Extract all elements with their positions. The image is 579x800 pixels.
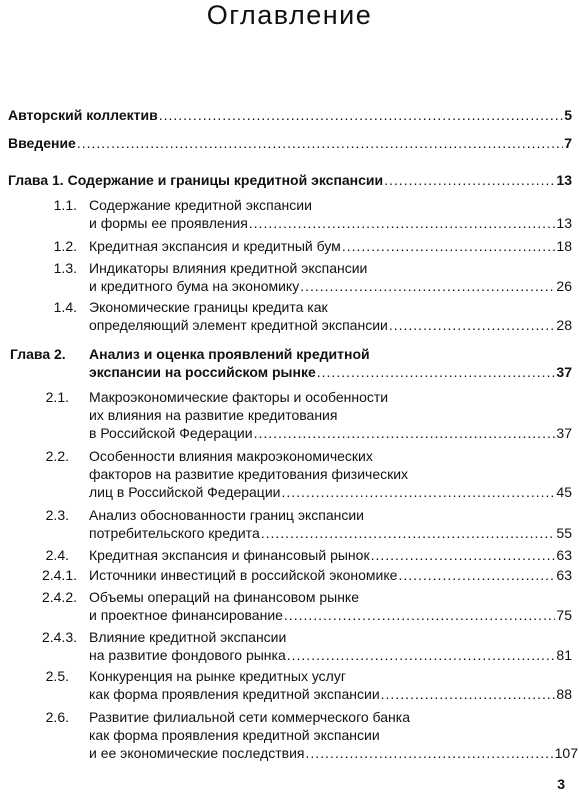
toc-entry[interactable] [0,388,579,442]
toc-entry-number: 2.3. [45,507,69,523]
toc-entry-title-line: определяющий элемент кредитной экспансии [89,317,388,333]
toc-page-number: 81 [556,647,572,663]
toc-entry[interactable] [0,628,579,664]
toc-entry-title-line: и ее экономические последствия [89,745,305,761]
toc-page-number: 28 [556,317,572,333]
dot-leader [281,483,555,501]
toc-entry[interactable] [0,196,579,232]
toc-entry-title-line: Влияние кредитной экспансии [89,629,287,645]
dot-leader [261,524,556,542]
toc-page-number: 75 [556,607,572,623]
toc-page-number: 13 [556,215,572,231]
toc-entry[interactable] [0,259,579,295]
toc-entry[interactable] [0,106,579,124]
toc-entry[interactable] [0,134,579,152]
toc-entry-title-line: Макроэкономические факторы и особенности [89,389,389,405]
toc-entry-title-line: Источники инвестиций в российской экономике [89,567,398,583]
dot-leader [305,744,553,762]
toc-entry-number: 2.2. [45,448,69,464]
toc-entry-title-line: как форма проявления кредитной экспансии [89,727,380,743]
toc-entry-title-line: Авторский коллектив [8,107,158,123]
dot-leader [317,363,556,381]
toc-entry-title-line: факторов на развитие кредитования физических [89,466,409,482]
toc-entry-title-line: в Российской Федерации [89,425,253,441]
toc-page-number: 18 [556,238,572,254]
toc-entry[interactable] [0,708,579,762]
dot-leader [249,214,556,232]
toc-entry-title-line: Кредитная экспансия и кредитный бум [89,238,341,254]
toc-page-number: 7 [564,135,572,151]
toc-entry-number: 2.6. [45,709,69,725]
toc-entry[interactable] [0,171,579,189]
toc-entry[interactable] [0,506,579,542]
toc-entry[interactable] [0,566,579,584]
toc-entry-number: 2.4. [45,547,69,563]
toc-entry-title-line: и кредитного бума на экономику [89,278,300,294]
toc-entry[interactable] [0,298,579,334]
toc-entry[interactable] [0,667,579,703]
dot-leader [159,106,564,124]
toc-page-number: 107 [554,745,578,761]
page-number: 3 [557,776,565,792]
toc-page-number: 37 [556,425,572,441]
toc-entry-number: 2.4.3. [41,629,77,645]
toc-page-number: 26 [556,278,572,294]
toc-page-number: 45 [556,484,572,500]
toc-entry[interactable] [0,237,579,255]
toc-entry-title-line: Анализ обоснованности границ экспансии [89,507,365,523]
toc-entry-number: 1.2. [53,238,77,254]
dot-leader [287,646,556,664]
toc-entry-number: 1.3. [53,260,77,276]
toc-entry-title-line: Глава 1. Содержание и границы кредитной экспансии [8,172,384,188]
dot-leader [398,566,555,584]
toc-page-number: 63 [556,567,572,583]
toc-entry-title-line: Экономические границы кредита как [89,299,328,315]
toc-entry[interactable] [0,345,579,381]
dot-leader [300,277,555,295]
dot-leader [381,685,556,703]
dot-leader [371,546,556,564]
page-title: Оглавление [206,0,373,30]
toc-entry-title-line: как форма проявления кредитной экспансии [89,686,380,702]
toc-entry-title-line: и формы ее проявления [89,215,248,231]
toc-entry-number: 1.1. [53,197,77,213]
toc-page-number: 5 [564,107,572,123]
toc-entry-number: Глава 2. [10,346,66,362]
dot-leader [342,237,556,255]
toc-entry-title-line: Объемы операций на финансовом рынке [89,589,359,605]
toc-page-number: 37 [556,364,572,380]
toc-page-number: 55 [556,525,572,541]
toc-entry[interactable] [0,588,579,624]
toc-entry-number: 2.4.1. [41,567,77,583]
toc-entry-title-line: Особенности влияния макроэкономических [89,448,373,464]
toc-page-number: 13 [556,172,572,188]
dot-leader [284,606,556,624]
dot-leader [389,316,556,334]
toc-entry-number: 2.5. [45,668,69,684]
toc-entry-title-line: Содержание кредитной экспансии [89,197,312,213]
toc-entry-title-line: экспансии на российском рынке [89,364,316,380]
toc-entry-title-line: Конкуренция на рынке кредитных услуг [89,668,346,684]
toc-page-number: 88 [556,686,572,702]
toc-entry-number: 2.4.2. [41,589,77,605]
toc-entry-number: 1.4. [53,299,77,315]
toc-entry-title-line: лиц в Российской Федерации [89,484,281,500]
toc-entry-title-line: Введение [8,135,76,151]
toc-entry-title-line: Индикаторы влияния кредитной экспансии [89,260,368,276]
toc-entry-title-line: Развитие филиальной сети коммерческого банка [89,709,410,725]
toc-entry-title-line: на развитие фондового рынка [89,647,286,663]
toc-entry[interactable] [0,546,579,564]
toc-entry-title-line: и проектное финансирование [89,607,283,623]
toc-entry-number: 2.1. [45,389,69,405]
toc-entry-title-line: Анализ и оценка проявлений кредитной [89,346,370,362]
toc-page-number: 63 [556,547,572,563]
toc-entry[interactable] [0,447,579,501]
toc-entry-title-line: потребительского кредита [89,525,260,541]
dot-leader [254,424,556,442]
dot-leader [384,171,555,189]
toc-entry-title-line: их влияния на развитие кредитования [89,407,338,423]
dot-leader [77,134,563,152]
toc-entry-title-line: Кредитная экспансия и финансовый рынок [89,547,370,563]
